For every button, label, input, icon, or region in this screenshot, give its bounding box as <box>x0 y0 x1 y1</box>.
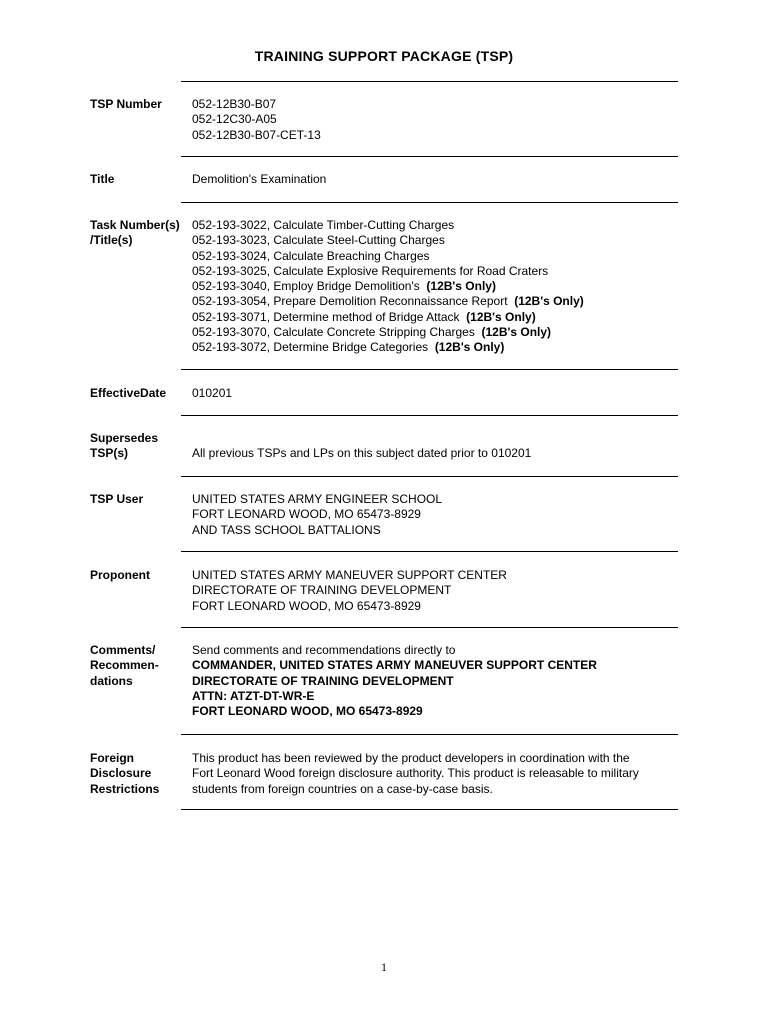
task-item <box>192 279 584 294</box>
task-text: 052-193-3072, Determine Bridge Categories <box>192 340 429 355</box>
effective-date-label: EffectiveDate <box>90 386 167 400</box>
divider <box>181 734 678 735</box>
foreign-lines <box>192 751 639 797</box>
supersedes-label-line: Supersedes <box>90 431 159 445</box>
comments-address-line: ATTN: ATZT-DT-WR-E <box>192 688 315 703</box>
supersedes-label <box>90 431 158 462</box>
comments-address-line: FORT LEONARD WOOD, MO 65473-8929 <box>192 704 423 719</box>
task-note: (12B's Only) <box>466 309 536 324</box>
task-note: (12B's Only) <box>426 279 496 294</box>
page-title: TRAINING SUPPORT PACKAGE (TSP) <box>254 48 514 64</box>
task-text: 052-193-3024, Calculate Breaching Charges <box>192 248 430 263</box>
divider <box>181 156 678 157</box>
divider <box>181 81 678 82</box>
comments-lines <box>192 643 597 719</box>
proponent-line: FORT LEONARD WOOD, MO 65473-8929 <box>192 598 421 613</box>
foreign-label-line: Restrictions <box>90 781 160 796</box>
task-text: 052-193-3054, Prepare Demolition Reconnaissance Report <box>192 294 508 309</box>
tsp-user-label: TSP User <box>90 492 144 506</box>
task-item <box>192 294 584 309</box>
foreign-line: students from foreign countries on a case-by-case basis. <box>192 781 493 796</box>
task-text: 052-193-3023, Calculate Steel-Cutting Charges <box>192 233 445 248</box>
tasks-label-line: /Title(s) <box>90 233 133 248</box>
tsp-user-line: UNITED STATES ARMY ENGINEER SCHOOL <box>192 492 443 506</box>
proponent-label: Proponent <box>90 568 150 582</box>
task-text: 052-193-3022, Calculate Timber-Cutting Charges <box>192 218 455 232</box>
divider <box>181 369 678 370</box>
task-text: 052-193-3040, Employ Bridge Demolition's <box>192 279 420 294</box>
comments-label-line: Recommen- <box>90 658 159 673</box>
foreign-line: Fort Leonard Wood foreign disclosure authority. This product is releasable to military <box>192 766 639 781</box>
comments-label <box>90 643 159 689</box>
task-item <box>192 218 584 233</box>
foreign-line: This product has been reviewed by the product developers in coordination with the <box>192 751 630 765</box>
comments-address-line: COMMANDER, UNITED STATES ARMY MANEUVER SUPPORT CENTER <box>192 658 597 673</box>
divider <box>181 415 678 416</box>
divider <box>181 476 678 477</box>
task-note: (12B's Only) <box>514 294 584 309</box>
tsp-number-value: 052-12B30-B07 <box>192 97 277 111</box>
divider <box>181 809 678 810</box>
task-item <box>192 310 584 325</box>
foreign-label-line: Disclosure <box>90 766 152 781</box>
tsp-user-line: AND TASS SCHOOL BATTALIONS <box>192 522 381 537</box>
task-note: (12B's Only) <box>434 340 505 355</box>
supersedes-value: All previous TSPs and LPs on this subject dated prior to 010201 <box>192 446 532 460</box>
task-item <box>192 340 584 355</box>
title-label: Title <box>90 172 115 186</box>
tsp-user-line: FORT LEONARD WOOD, MO 65473-8929 <box>192 507 421 522</box>
page-number: 1 <box>381 960 387 974</box>
divider <box>181 627 678 628</box>
task-item <box>192 249 584 264</box>
comments-intro: Send comments and recommendations directly to <box>192 643 456 657</box>
task-note: (12B's Only) <box>481 325 552 340</box>
task-text: 052-193-3025, Calculate Explosive Requirements for Road Craters <box>192 263 549 278</box>
supersedes-label-line: TSP(s) <box>90 446 129 461</box>
tasks-label-line: Task Number(s) <box>90 218 180 232</box>
tsp-number-values <box>192 97 321 143</box>
tasks-list <box>192 218 584 356</box>
task-text: 052-193-3071, Determine method of Bridge Attack <box>192 309 460 324</box>
foreign-label-line: Foreign <box>90 751 134 765</box>
tsp-number-value: 052-12C30-A05 <box>192 112 277 127</box>
comments-address-line: DIRECTORATE OF TRAINING DEVELOPMENT <box>192 673 454 688</box>
proponent-lines <box>192 568 507 614</box>
task-item <box>192 264 584 279</box>
proponent-line: UNITED STATES ARMY MANEUVER SUPPORT CENTER <box>192 568 507 582</box>
comments-label-line: Comments/ <box>90 643 156 657</box>
tsp-number-value: 052-12B30-B07-CET-13 <box>192 127 321 142</box>
tsp-number-label: TSP Number <box>90 97 162 111</box>
task-text: 052-193-3070, Calculate Concrete Stripping Charges <box>192 325 475 340</box>
comments-label-line: dations <box>90 673 133 688</box>
tsp-user-lines <box>192 492 442 538</box>
effective-date-value: 010201 <box>192 386 233 400</box>
divider <box>181 202 678 203</box>
title-value: Demolition's Examination <box>192 172 327 186</box>
task-item <box>192 325 584 340</box>
foreign-label <box>90 751 159 797</box>
task-item <box>192 233 584 248</box>
proponent-line: DIRECTORATE OF TRAINING DEVELOPMENT <box>192 583 452 598</box>
divider <box>181 551 678 552</box>
tasks-label <box>90 218 180 249</box>
